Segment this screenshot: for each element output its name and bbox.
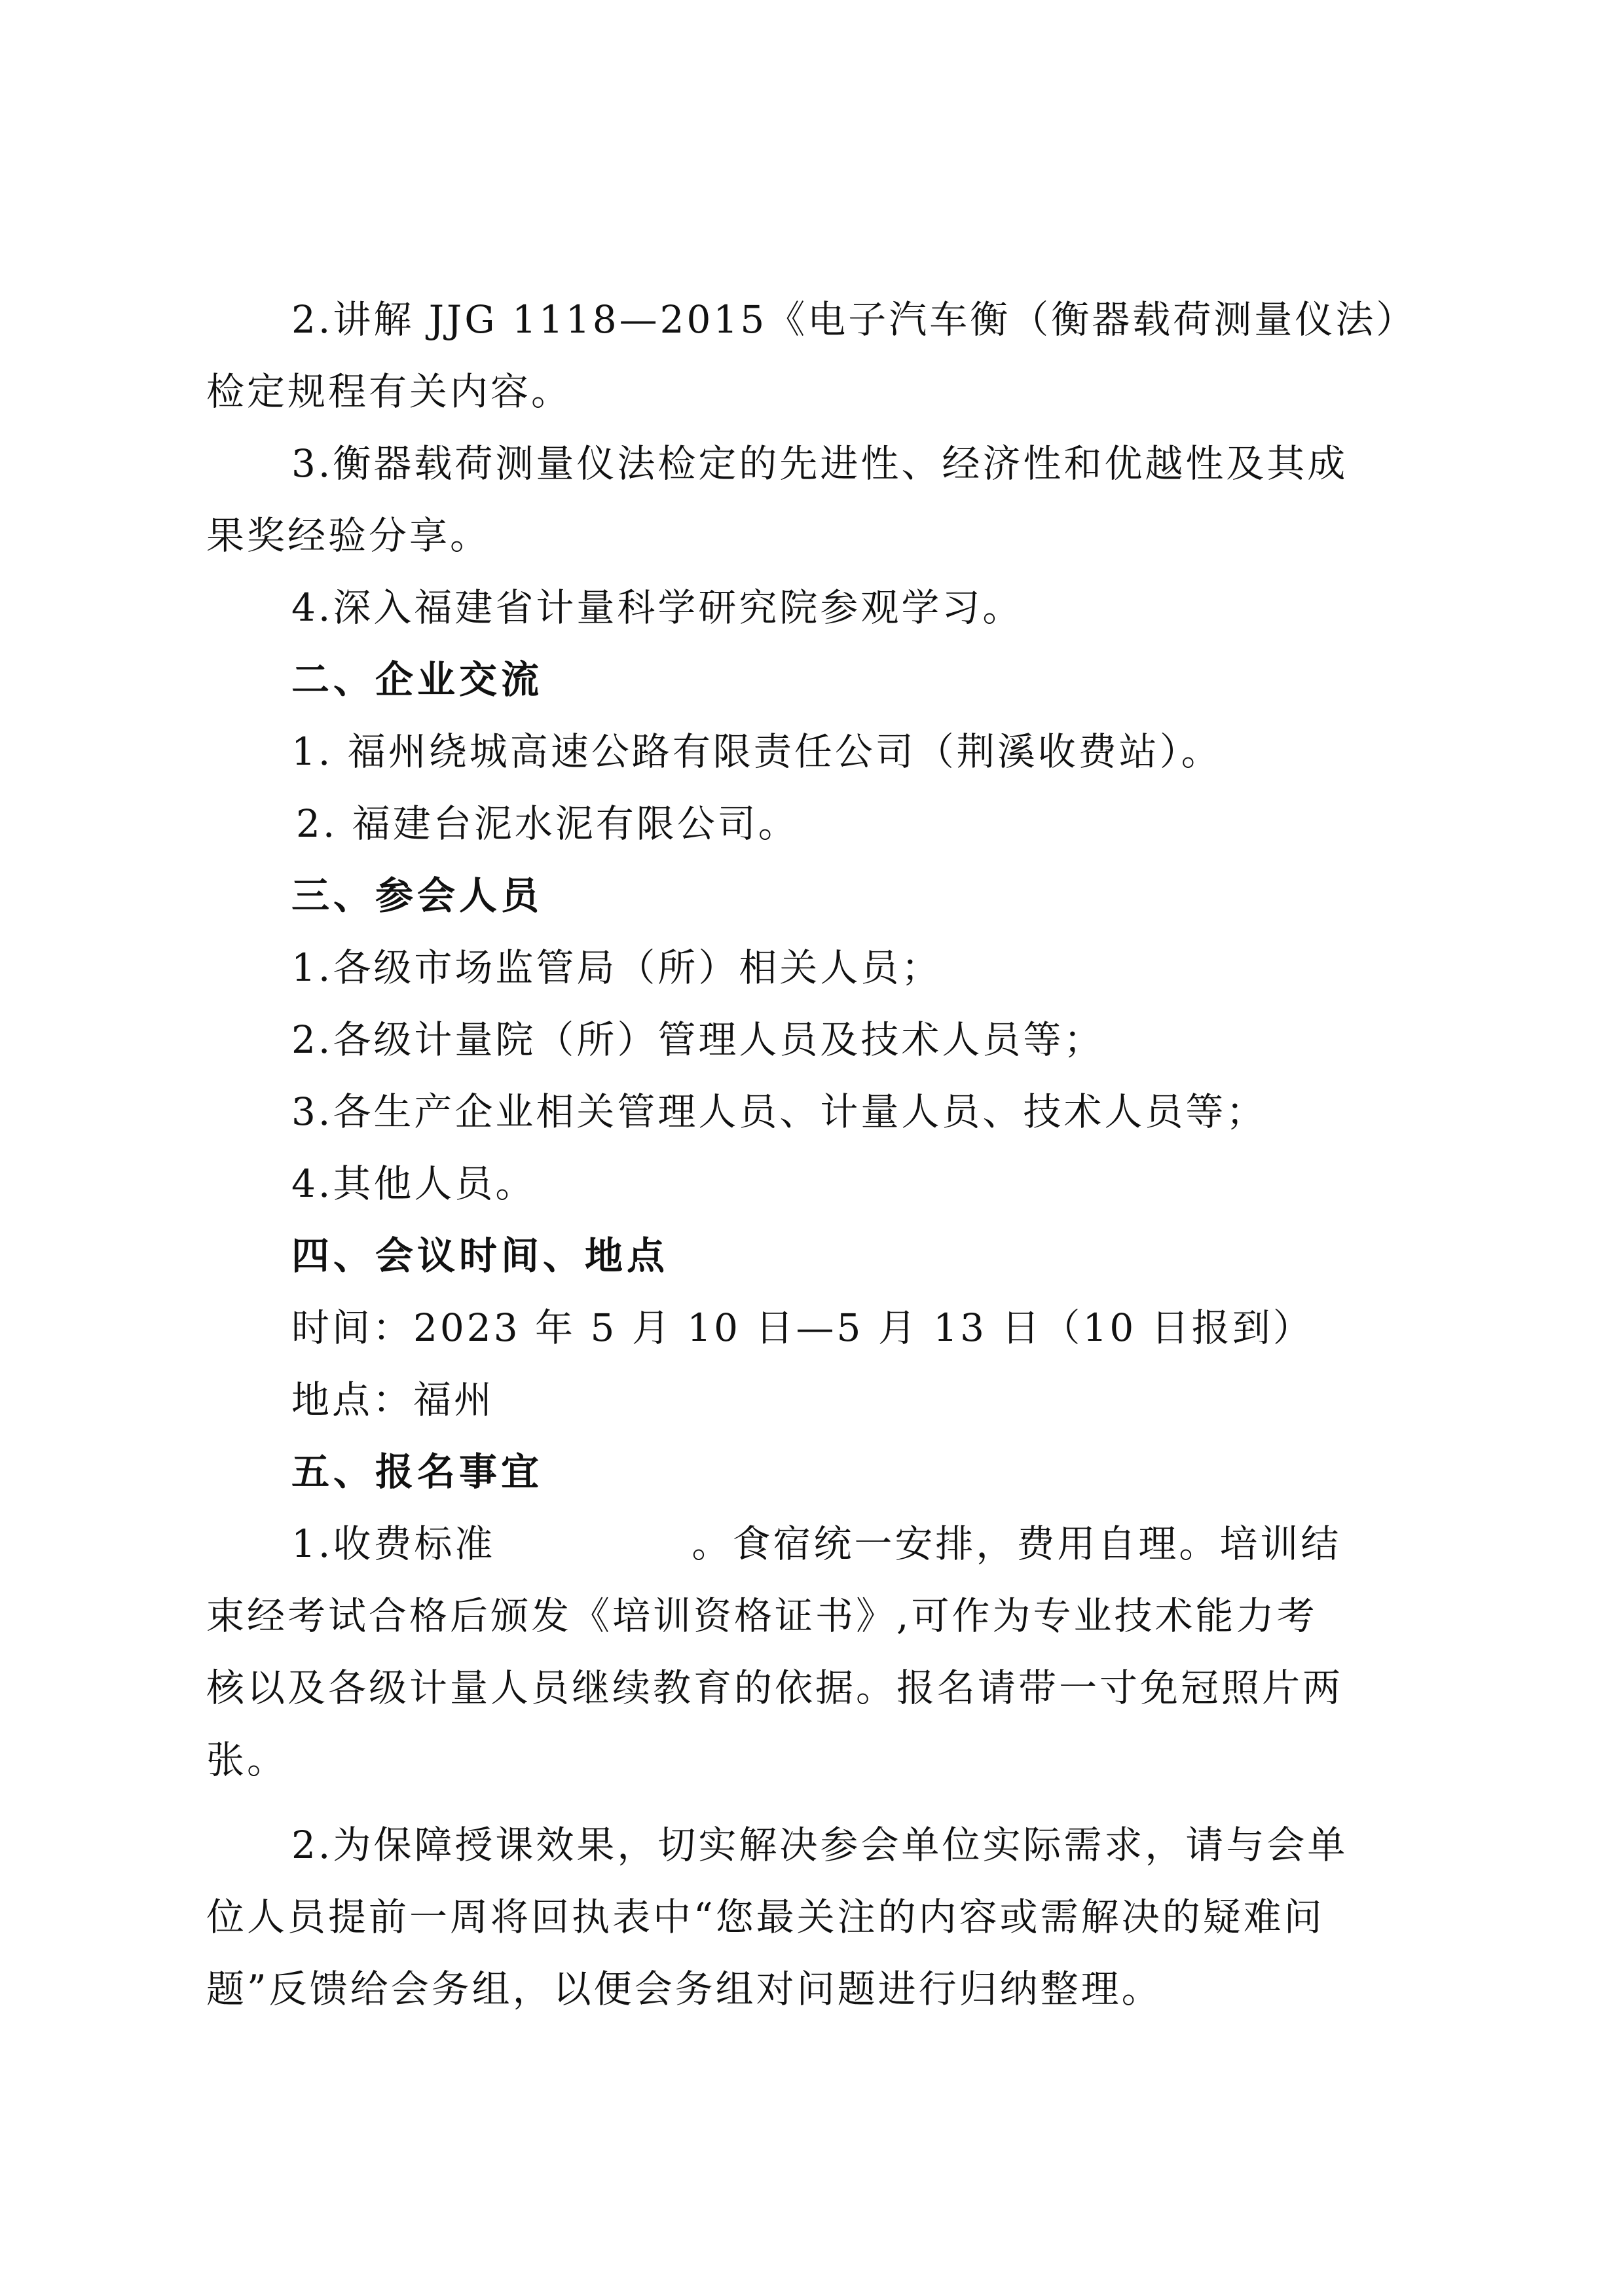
section3-item1: 1.各级市场监管局（所）相关人员； bbox=[291, 945, 942, 990]
fee-line3: 核以及各级计量人员继续教育的依据。报名请带一寸免冠照片两 bbox=[206, 1666, 1344, 1710]
fee-line1 bbox=[291, 1518, 1341, 1570]
section3-item4: 4.其他人员。 bbox=[291, 1161, 536, 1206]
item2-line2: 检定规程有关内容。 bbox=[206, 369, 572, 414]
item2-line1: 2.讲解 JJG 1118—2015《电子汽车衡（衡器载荷测量仪法） bbox=[291, 297, 1417, 342]
section3-item2: 2.各级计量院（所）管理人员及技术人员等； bbox=[291, 1017, 1105, 1062]
section4-heading: 四、会议时间、地点 bbox=[291, 1233, 669, 1278]
section5-heading: 五、报名事宜 bbox=[291, 1449, 544, 1494]
section2-item1: 1. 福州绕城高速公路有限责任公司（荆溪收费站）。 bbox=[291, 729, 1222, 774]
section2-item2: 2. 福建台泥水泥有限公司。 bbox=[296, 801, 799, 846]
fee-line4: 张。 bbox=[206, 1738, 288, 1782]
feedback-line3: 题”反馈给会务组，以便会务组对问题进行归纳整理。 bbox=[206, 1967, 1162, 2011]
section3-heading: 三、参会人员 bbox=[291, 873, 544, 918]
meeting-place: 地点：福州 bbox=[291, 1377, 495, 1422]
item3-line2: 果奖经验分享。 bbox=[206, 513, 491, 558]
item4-line: 4.深入福建省计量科学研究院参观学习。 bbox=[291, 585, 1024, 630]
fee-line2: 束经考试合格后颁发《培训资格证书》,可作为专业技术能力考 bbox=[206, 1594, 1318, 1638]
meeting-time: 时间：2023 年 5 月 10 日—5 月 13 日（10 日报到） bbox=[291, 1305, 1314, 1350]
item3-line1: 3.衡器载荷测量仪法检定的先进性、经济性和优越性及其成 bbox=[291, 441, 1348, 486]
feedback-line2: 位人员提前一周将回执表中“您最关注的内容或需解决的疑难问 bbox=[206, 1895, 1325, 1939]
fee-label: 1.收费标准 bbox=[291, 1522, 496, 1566]
fee-note: 。食宿统一安排，费用自理。培训结 bbox=[692, 1522, 1342, 1566]
feedback-line1: 2.为保障授课效果，切实解决参会单位实际需求，请与会单 bbox=[291, 1823, 1348, 1867]
section3-item3: 3.各生产企业相关管理人员、计量人员、技术人员等； bbox=[291, 1089, 1267, 1134]
section2-heading: 二、企业交流 bbox=[291, 657, 544, 702]
